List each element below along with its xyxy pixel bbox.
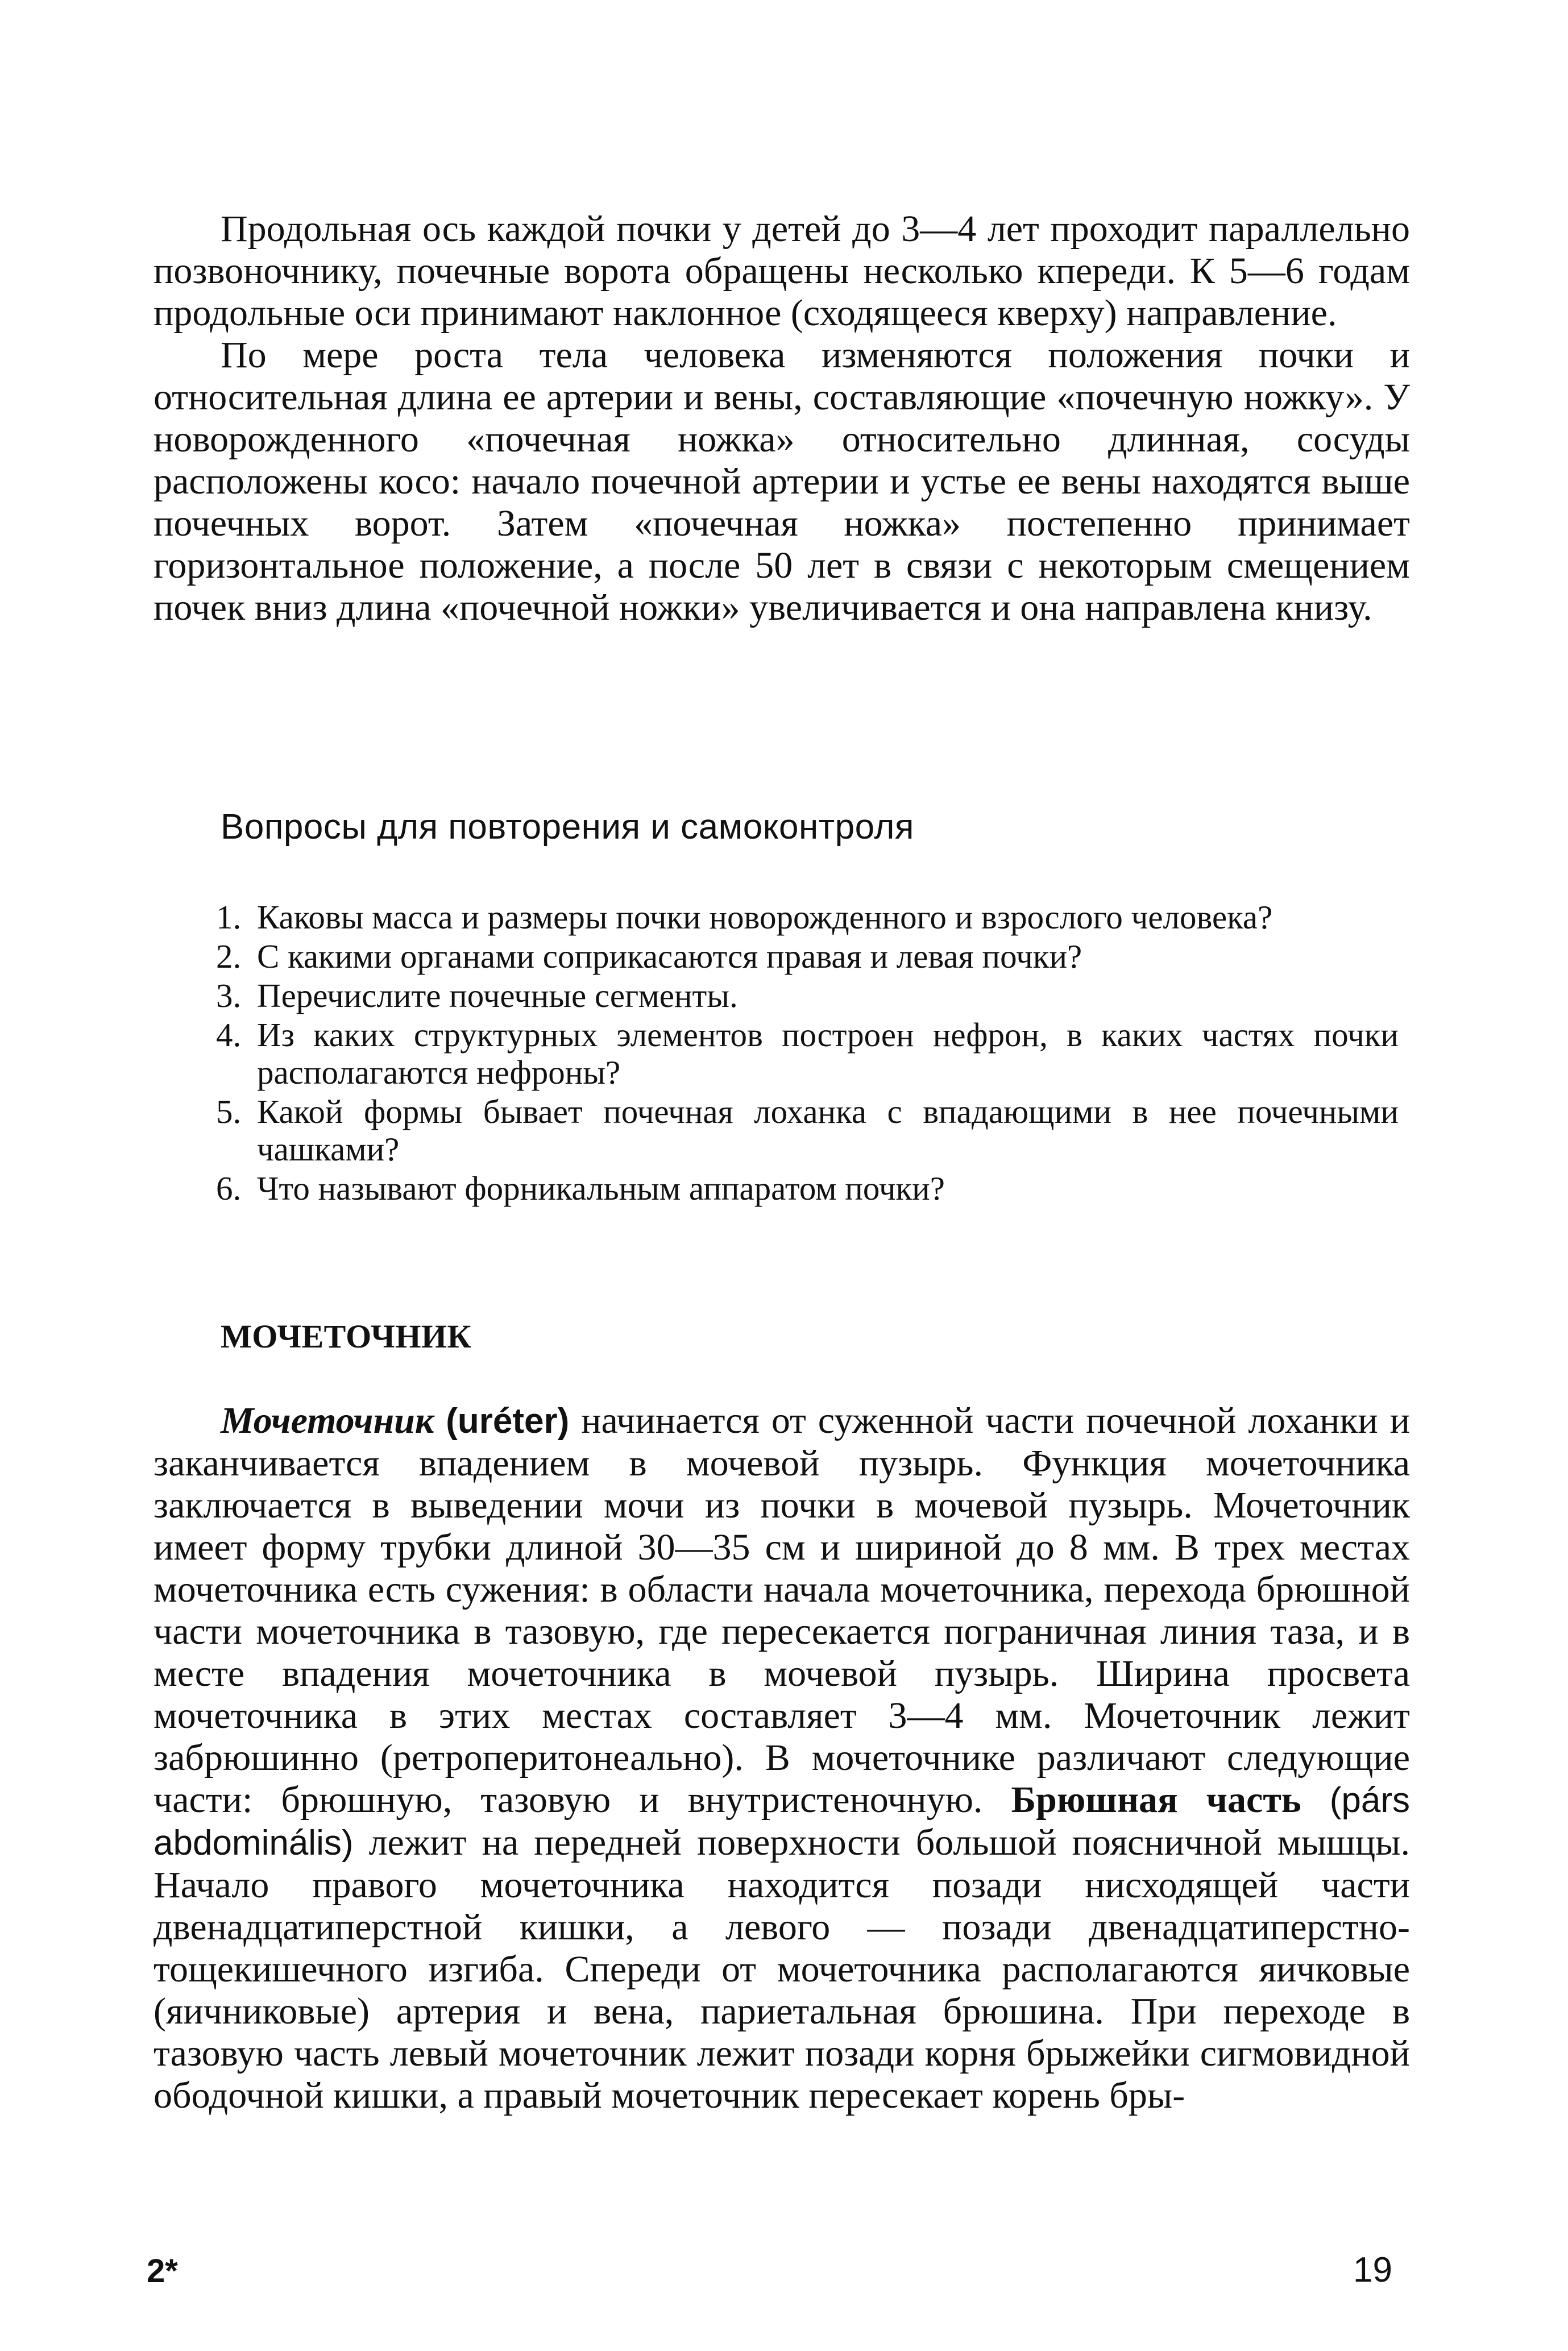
- ureter-heading: МОЧЕТОЧНИК: [221, 1318, 472, 1355]
- question-item: [216, 1016, 1399, 1091]
- top-text-block: [154, 208, 1410, 629]
- ureter-text-part-1: начинается от суженной части почечной лоханки и заканчивается впадением в мочевой пузырь. Функция мочеточника заключается в выведении мочи из почки в мочевой пузырь. Мочеточник имеет форму трубки длиной 30—35 см и шириной до 8 мм. В трех местах мочеточника есть сужения: в области начала мочеточника, перехода брюшной части мочеточника в тазовую, где пересекается пограничная линия таза, и в месте впадения мочеточника в мочевой пузырь. Ширина просвета мочеточника в этих местах составляет 3—4 мм. Мочеточник лежит забрюшинно (ретроперитонеально). В мочеточнике различают следующие части: брюшную, тазовую и внутристеночную.: [154, 1400, 1410, 1821]
- question-item: [216, 938, 1399, 975]
- question-item: [216, 1170, 1399, 1207]
- question-number: 5.: [216, 1093, 242, 1130]
- ureter-latin-term: (uréter): [446, 1402, 570, 1441]
- page-number: 19: [1353, 2250, 1392, 2290]
- question-item: [216, 1093, 1399, 1168]
- ureter-text-part-2: лежит на передней поверхности большой поясничной мышцы. Начало правого мочеточника находится позади нисходящей части двенадцатиперстной кишки, а левого — позади двенадцатиперстно-тощекишечного изгиба. Спереди от мочеточника располагаются яичковые (яичниковые) артерия и вена, париетальная брюшина. При переходе в тазовую часть левый мочеточник лежит позади корня брыжейки сигмовидной ободочной кишки, а правый мочеточник пересекает корень бры-: [154, 1822, 1410, 2116]
- paragraph-renal-pedicle: По мере роста тела человека изменяются положения почки и относительная длина ее артерии и вены, составляющие «почечную ножку». У новорожденного «почечная ножка» относительно длинная, сосуды расположены косо: начало почечной артерии и устье ее вены находятся выше почечных ворот. Затем «почечная ножка» постепенно принимает горизонтальное положение, а после 50 лет в связи с некоторым смещением почек вниз длина «почечной ножки» увеличивается и она направлена книзу.: [154, 334, 1410, 628]
- ureter-text-block: [154, 1400, 1410, 2117]
- question-number: 2.: [216, 938, 242, 975]
- paragraph-ureter: [154, 1400, 1410, 2117]
- question-text: С какими органами соприкасаются правая и левая почки?: [257, 938, 1082, 975]
- questions-list: [216, 898, 1399, 1209]
- abdominal-part-latin: (párs abdominális): [154, 1781, 1411, 1863]
- question-number: 3.: [216, 977, 242, 1014]
- signature-mark: 2*: [147, 2253, 178, 2290]
- abdominal-part-term: Брюшная часть: [1011, 1779, 1301, 1821]
- question-number: 6.: [216, 1170, 242, 1207]
- paragraph-kidney-axis: Продольная ось каждой почки у детей до 3—4 лет проходит параллельно позвоночнику, почечные ворота обращены несколько кпереди. К 5—6 годам продольные оси принимают наклонное (сходящееся кверху) направление.: [154, 208, 1410, 334]
- question-number: 4.: [216, 1016, 242, 1054]
- question-item: [216, 898, 1399, 936]
- question-text: Из каких структурных элементов построен нефрон, в каких частях почки располагаются нефроны?: [257, 1016, 1399, 1091]
- question-text: Перечислите почечные сегменты.: [257, 977, 738, 1014]
- ureter-term: Мочеточник: [221, 1400, 434, 1441]
- question-text: Каковы масса и размеры почки новорожденного и взрослого человека?: [257, 898, 1273, 936]
- question-text: Какой формы бывает почечная лоханка с впадающими в нее почечными чашками?: [257, 1093, 1399, 1168]
- questions-heading: Вопросы для повторения и самоконтроля: [221, 807, 914, 847]
- question-number: 1.: [216, 898, 242, 936]
- question-text: Что называют форникальным аппаратом почки?: [257, 1170, 945, 1207]
- question-item: [216, 977, 1399, 1014]
